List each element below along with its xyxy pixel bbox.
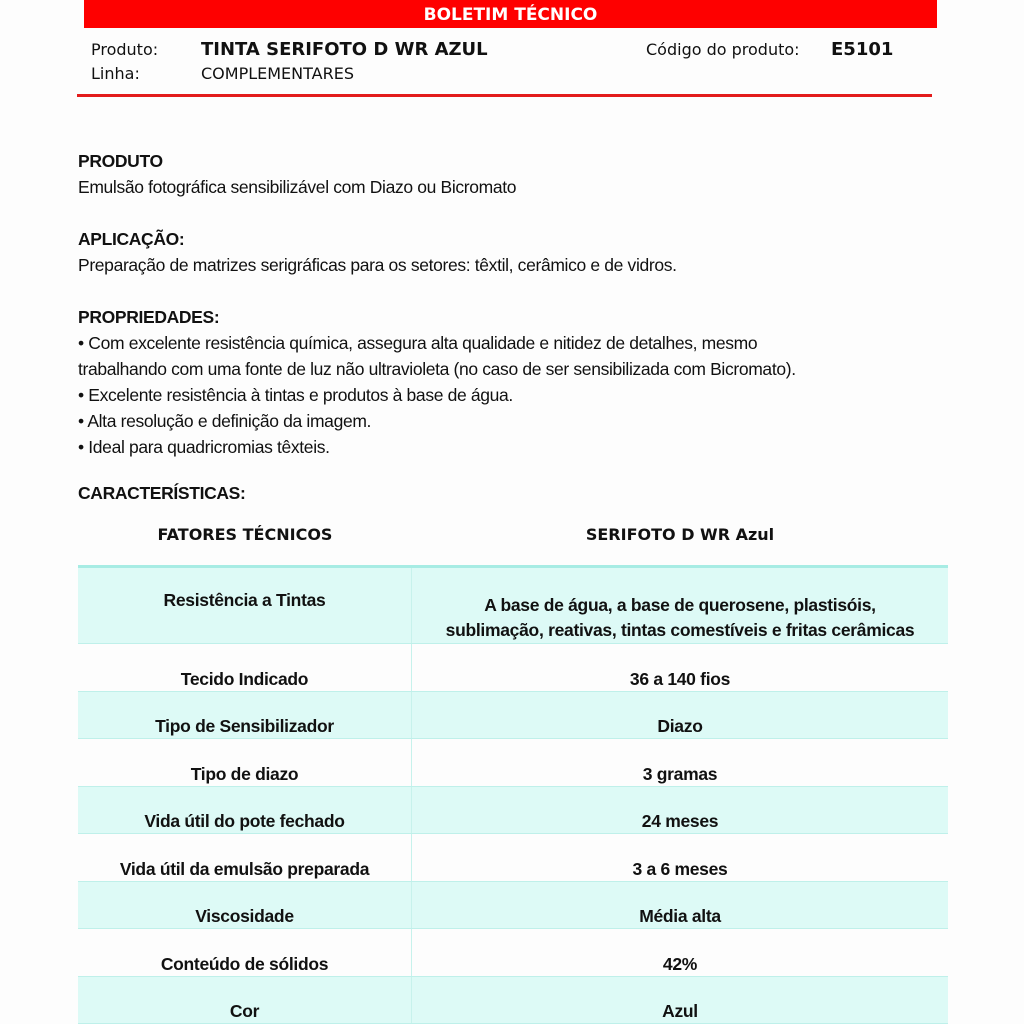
factor-cell: Tipo de Sensibilizador bbox=[78, 692, 412, 739]
property-item: • Excelente resistência à tintas e produtos à base de água. bbox=[78, 385, 513, 405]
header-divider bbox=[77, 94, 932, 97]
value-cell: Azul bbox=[662, 1001, 698, 1021]
section-text-produto: Emulsão fotográfica sensibilizável com Diazo ou Bicromato bbox=[78, 177, 517, 197]
factor-cell: Conteúdo de sólidos bbox=[78, 929, 412, 976]
value-cell: 42% bbox=[662, 953, 698, 974]
value-cell bbox=[412, 568, 948, 643]
line-label: Linha: bbox=[91, 64, 140, 83]
value-cell: Média alta bbox=[639, 906, 721, 926]
value-cell: 24 meses bbox=[641, 811, 719, 831]
product-label: Produto: bbox=[91, 40, 159, 59]
column-header-factors: FATORES TÉCNICOS bbox=[157, 525, 333, 544]
value-cell: 3 gramas bbox=[642, 763, 718, 784]
value-cell: 36 a 140 fios bbox=[629, 668, 731, 689]
factor-cell: Tipo de diazo bbox=[78, 739, 412, 786]
property-item-continuation: trabalhando com uma fonte de luz não ultravioleta (no caso de ser sensibilizada com Bicromato). bbox=[78, 359, 796, 379]
factor-cell: Vida útil do pote fechado bbox=[78, 787, 412, 834]
product-code: E5101 bbox=[831, 39, 894, 60]
factor-cell: Resistência a Tintas bbox=[78, 568, 412, 643]
document-title-bar bbox=[84, 0, 937, 28]
table-row bbox=[78, 739, 948, 787]
table-row bbox=[78, 568, 948, 644]
document-title: BOLETIM TÉCNICO bbox=[423, 5, 598, 25]
table-row bbox=[78, 692, 948, 740]
product-code-label: Código do produto: bbox=[646, 40, 800, 59]
table-row bbox=[78, 787, 948, 835]
table-row bbox=[78, 882, 948, 930]
section-title-aplicacao: APLICAÇÃO: bbox=[78, 229, 185, 249]
value-cell: 3 a 6 meses bbox=[632, 858, 728, 879]
section-title-produto: PRODUTO bbox=[78, 151, 163, 171]
table-header-row bbox=[78, 510, 948, 568]
table-row bbox=[78, 929, 948, 977]
table-row bbox=[78, 834, 948, 882]
factor-cell: Tecido Indicado bbox=[78, 644, 412, 691]
section-text-aplicacao: Preparação de matrizes serigráficas para os setores: têxtil, cerâmico e de vidros. bbox=[78, 255, 677, 275]
value-line: sublimação, reativas, tintas comestíveis e fritas cerâmicas bbox=[445, 620, 915, 640]
value-line: A base de água, a base de querosene, plastisóis, bbox=[484, 595, 876, 615]
property-item: • Com excelente resistência química, assegura alta qualidade e nitidez de detalhes, mesmo bbox=[78, 333, 758, 353]
product-name: TINTA SERIFOTO D WR AZUL bbox=[201, 39, 488, 60]
value-cell: Diazo bbox=[657, 716, 703, 736]
factor-cell: Vida útil da emulsão preparada bbox=[78, 834, 412, 881]
section-title-propriedades: PROPRIEDADES: bbox=[78, 307, 220, 327]
characteristics-table bbox=[78, 510, 948, 1024]
factor-cell: Viscosidade bbox=[78, 882, 412, 929]
line-value: COMPLEMENTARES bbox=[201, 64, 354, 83]
property-item: • Ideal para quadricromias têxteis. bbox=[78, 437, 330, 457]
property-item: • Alta resolução e definição da imagem. bbox=[78, 411, 372, 431]
section-title-caracteristicas: CARACTERÍSTICAS: bbox=[78, 483, 246, 503]
column-header-product: SERIFOTO D WR Azul bbox=[585, 525, 775, 544]
table-row bbox=[78, 644, 948, 692]
table-row bbox=[78, 977, 948, 1024]
factor-cell: Cor bbox=[78, 977, 412, 1024]
